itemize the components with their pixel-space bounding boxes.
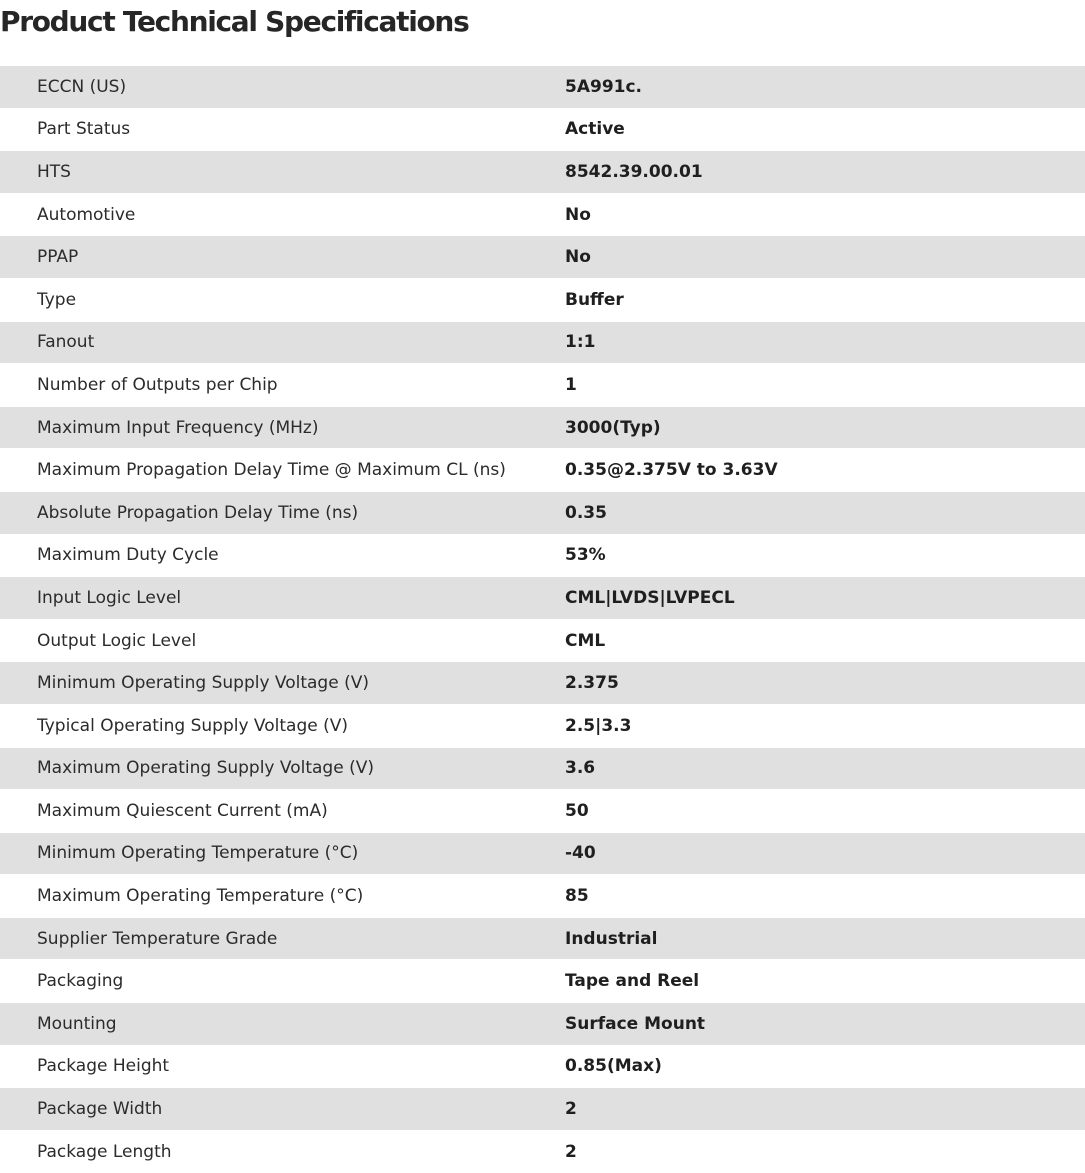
spec-value: 1 bbox=[565, 374, 577, 395]
spec-table bbox=[0, 66, 1085, 1173]
spec-label: Maximum Quiescent Current (mA) bbox=[37, 800, 328, 821]
table-row bbox=[0, 918, 1085, 961]
page-title: Product Technical Specifications bbox=[0, 5, 469, 38]
spec-value: No bbox=[565, 204, 591, 225]
table-row bbox=[0, 875, 1085, 918]
table-row bbox=[0, 960, 1085, 1003]
spec-value: -40 bbox=[565, 843, 596, 864]
spec-value: 1:1 bbox=[565, 332, 596, 353]
spec-label: Automotive bbox=[37, 204, 136, 225]
spec-label: Absolute Propagation Delay Time (ns) bbox=[37, 502, 359, 523]
spec-label: Minimum Operating Temperature (°C) bbox=[37, 843, 359, 864]
spec-value: CML|LVDS|LVPECL bbox=[565, 587, 735, 608]
spec-label: Maximum Propagation Delay Time @ Maximum CL (ns) bbox=[37, 460, 506, 481]
spec-label: Maximum Operating Temperature (°C) bbox=[37, 886, 364, 907]
table-row bbox=[0, 748, 1085, 791]
table-row bbox=[0, 407, 1085, 450]
spec-label: Type bbox=[37, 289, 77, 310]
table-row bbox=[0, 1003, 1085, 1046]
spec-label: Output Logic Level bbox=[37, 630, 197, 651]
table-row bbox=[0, 194, 1085, 237]
spec-value: 0.35@2.375V to 3.63V bbox=[565, 460, 778, 481]
table-row bbox=[0, 833, 1085, 876]
spec-label: PPAP bbox=[37, 247, 79, 268]
spec-value: 53% bbox=[565, 545, 606, 566]
table-row bbox=[0, 535, 1085, 578]
spec-label: HTS bbox=[37, 161, 71, 182]
spec-value: Buffer bbox=[565, 289, 624, 310]
spec-value: 8542.39.00.01 bbox=[565, 161, 703, 182]
spec-label: Package Height bbox=[37, 1056, 170, 1077]
table-row bbox=[0, 66, 1085, 109]
table-row bbox=[0, 1088, 1085, 1131]
spec-value: Industrial bbox=[565, 928, 658, 949]
spec-value: Active bbox=[565, 119, 625, 140]
table-row bbox=[0, 1131, 1085, 1173]
spec-label: Fanout bbox=[37, 332, 95, 353]
spec-label: Package Length bbox=[37, 1141, 172, 1162]
table-row bbox=[0, 705, 1085, 748]
table-row bbox=[0, 577, 1085, 620]
spec-label: Mounting bbox=[37, 1013, 117, 1034]
table-row bbox=[0, 449, 1085, 492]
table-row bbox=[0, 620, 1085, 663]
spec-value: Tape and Reel bbox=[565, 971, 700, 992]
table-row bbox=[0, 322, 1085, 365]
spec-label: Supplier Temperature Grade bbox=[37, 928, 278, 949]
spec-label: Packaging bbox=[37, 971, 124, 992]
spec-label: Number of Outputs per Chip bbox=[37, 374, 278, 395]
spec-value: 2 bbox=[565, 1141, 577, 1162]
table-row bbox=[0, 151, 1085, 194]
spec-label: Maximum Operating Supply Voltage (V) bbox=[37, 758, 374, 779]
spec-value: No bbox=[565, 247, 591, 268]
table-row bbox=[0, 109, 1085, 152]
table-row bbox=[0, 236, 1085, 279]
spec-value: 0.85(Max) bbox=[565, 1056, 662, 1077]
table-row bbox=[0, 279, 1085, 322]
spec-value: 2 bbox=[565, 1099, 577, 1120]
spec-value: Surface Mount bbox=[565, 1013, 706, 1034]
spec-value: 2.5|3.3 bbox=[565, 715, 632, 736]
spec-value: 3000(Typ) bbox=[565, 417, 661, 438]
spec-label: Part Status bbox=[37, 119, 131, 140]
spec-label: Input Logic Level bbox=[37, 587, 182, 608]
spec-label: Minimum Operating Supply Voltage (V) bbox=[37, 673, 369, 694]
spec-value: CML bbox=[565, 630, 606, 651]
spec-value: 0.35 bbox=[565, 502, 607, 523]
table-row bbox=[0, 492, 1085, 535]
spec-value: 85 bbox=[565, 886, 589, 907]
spec-label: Typical Operating Supply Voltage (V) bbox=[37, 715, 348, 736]
spec-label: Maximum Duty Cycle bbox=[37, 545, 219, 566]
spec-label: Maximum Input Frequency (MHz) bbox=[37, 417, 319, 438]
spec-value: 5A991c. bbox=[565, 76, 643, 97]
spec-value: 2.375 bbox=[565, 673, 619, 694]
table-row bbox=[0, 790, 1085, 833]
table-row bbox=[0, 364, 1085, 407]
table-row bbox=[0, 1046, 1085, 1089]
table-row bbox=[0, 662, 1085, 705]
spec-label: Package Width bbox=[37, 1099, 163, 1120]
spec-label: ECCN (US) bbox=[37, 76, 127, 97]
spec-value: 3.6 bbox=[565, 758, 596, 779]
spec-value: 50 bbox=[565, 800, 589, 821]
